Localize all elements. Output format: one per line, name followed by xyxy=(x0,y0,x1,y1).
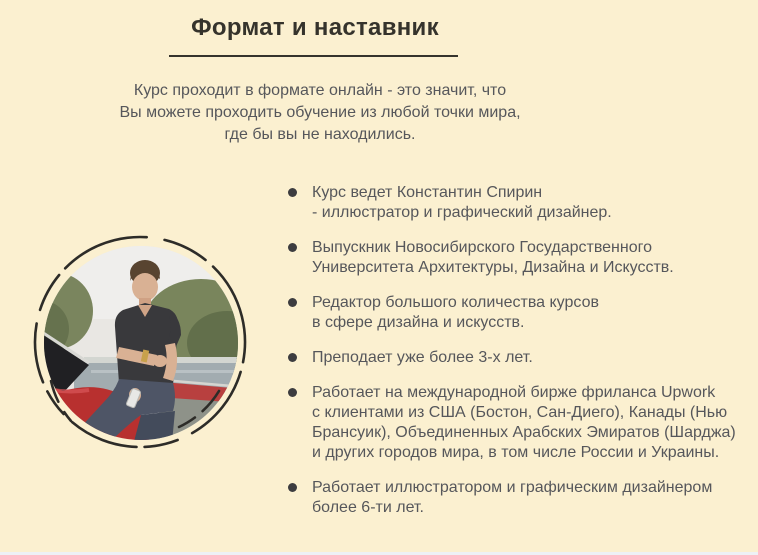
mentor-fact-text xyxy=(312,383,736,463)
fact-line: более 6-ти лет. xyxy=(312,499,424,516)
fact-line: Выпускник Новосибирского Государственного xyxy=(312,239,652,256)
mentor-facts-list xyxy=(287,183,736,533)
fact-line: Университета Архитектуры, Дизайна и Искусств. xyxy=(312,259,674,276)
mentor-fact-item xyxy=(287,478,727,518)
fact-line: Брансуик), Объединенных Арабских Эмиратов (Шарджа) xyxy=(312,424,736,441)
intro-line: Вы можете проходить обучение из любой точки мира, xyxy=(119,104,521,121)
bullet-icon xyxy=(288,243,297,252)
bullet-icon xyxy=(288,353,297,362)
intro-paragraph xyxy=(100,80,540,146)
mentor-fact-item xyxy=(287,293,727,333)
mentor-fact-item xyxy=(287,348,727,368)
fact-line: в сфере дизайна и искусств. xyxy=(312,314,525,331)
bullet-icon xyxy=(288,388,297,397)
fact-line: Преподает уже более 3-х лет. xyxy=(312,349,533,366)
fact-line: Редактор большого количества курсов xyxy=(312,294,599,311)
fact-line: Работает на международной бирже фриланса Upwork xyxy=(312,384,716,401)
mentor-photo xyxy=(29,231,251,453)
fact-line: Работает иллюстратором и графическим дизайнером xyxy=(312,479,713,496)
fact-line: - иллюстратор и графический дизайнер. xyxy=(312,204,612,221)
fact-line: и других городов мира, в том числе России и Украины. xyxy=(312,444,720,461)
mentor-fact-text xyxy=(312,348,727,368)
intro-line: где бы вы не находились. xyxy=(224,126,416,143)
mentor-fact-item xyxy=(287,238,727,278)
title-underline xyxy=(169,55,458,57)
bullet-icon xyxy=(288,483,297,492)
fact-line: Курс ведет Константин Спирин xyxy=(312,184,543,201)
mentor-fact-text xyxy=(312,183,727,223)
mentor-fact-text xyxy=(312,478,727,518)
bullet-icon xyxy=(288,188,297,197)
mentor-fact-text xyxy=(312,293,727,333)
mentor-fact-text xyxy=(312,238,727,278)
intro-line: Курс проходит в формате онлайн - это значит, что xyxy=(133,82,507,99)
fact-line: с клиентами из США (Бостон, Сан-Диего), Канады (Нью xyxy=(312,404,728,421)
bullet-icon xyxy=(288,298,297,307)
mentor-photo-illustration xyxy=(29,231,251,453)
mentor-fact-item xyxy=(287,183,727,223)
section-title: Формат и наставник xyxy=(191,14,439,41)
mentor-fact-item xyxy=(287,383,736,463)
